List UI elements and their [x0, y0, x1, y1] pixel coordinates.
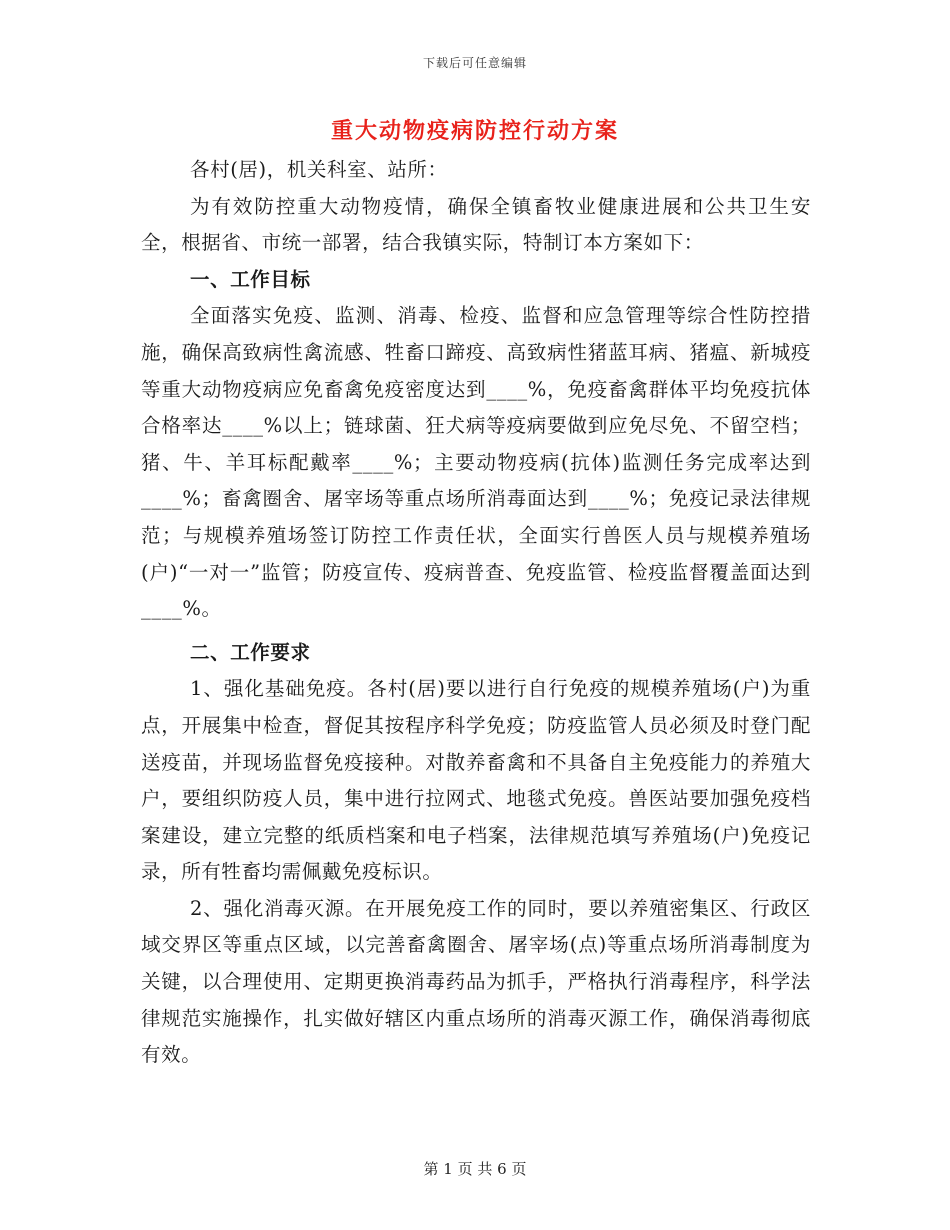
salutation: 各村(居)，机关科室、站所：: [190, 158, 448, 181]
section-heading-goals: 一、工作目标: [190, 267, 311, 291]
document-title: 重大动物疫病防控行动方案: [330, 118, 619, 144]
goals-paragraph: 全面落实免疫、监测、消毒、检疫、监督和应急管理等综合性防控措施，确保高致病性禽流感、牲畜口蹄疫、高致病性猪蓝耳病、猪瘟、新城疫等重大动物疫病应免畜禽免疫密度达到____%，免疫畜禽群体平均免疫抗体合格率达____%以上；链球菌、狂犬病等疫病要做到应免尽免、不留空档；猪、牛、羊耳标配戴率____%；主要动物疫病(抗体)监测任务完成率达到____%；畜禽圈舍、屠宰场等重点场所消毒面达到____%；免疫记录法律规范；与规模养殖场签订防控工作责任状，全面实行兽医人员与规模养殖场(户)“一对一”监管；防疫宣传、疫病普查、免疫监管、检疫监督覆盖面达到____%。: [141, 304, 811, 621]
requirement-item-1: 1、强化基础免疫。各村(居)要以进行自行免疫的规模养殖场(户)为重点，开展集中检查，督促其按程序科学免疫；防疫监管人员必须及时登门配送疫苗，并现场监督免疫接种。对散养畜禽和不具备自主免疫能力的养殖大户，要组织防疫人员，集中进行拉网式、地毯式免疫。兽医站要加强免疫档案建设，建立完整的纸质档案和电子档案，法律规范填写养殖场(户)免疫记录，所有牲畜均需佩戴免疫标识。: [141, 677, 811, 884]
intro-paragraph: 为有效防控重大动物疫情，确保全镇畜牧业健康进展和公共卫生安全，根据省、市统一部署，结合我镇实际，特制订本方案如下：: [141, 194, 811, 255]
requirement-item-2: 2、强化消毒灭源。在开展免疫工作的同时，要以养殖密集区、行政区域交界区等重点区域，以完善畜禽圈舍、屠宰场(点)等重点场所消毒制度为关键，以合理使用、定期更换消毒药品为抓手，严格执行消毒程序，科学法律规范实施操作，扎实做好辖区内重点场所的消毒灭源工作，确保消毒彻底有效。: [141, 896, 811, 1067]
document-body: [141, 152, 811, 1074]
page-footer: 第 1 页 共 6 页: [423, 1160, 527, 1178]
header-note: 下载后可任意编辑: [422, 56, 527, 70]
section-heading-requirements: 二、工作要求: [190, 640, 311, 664]
